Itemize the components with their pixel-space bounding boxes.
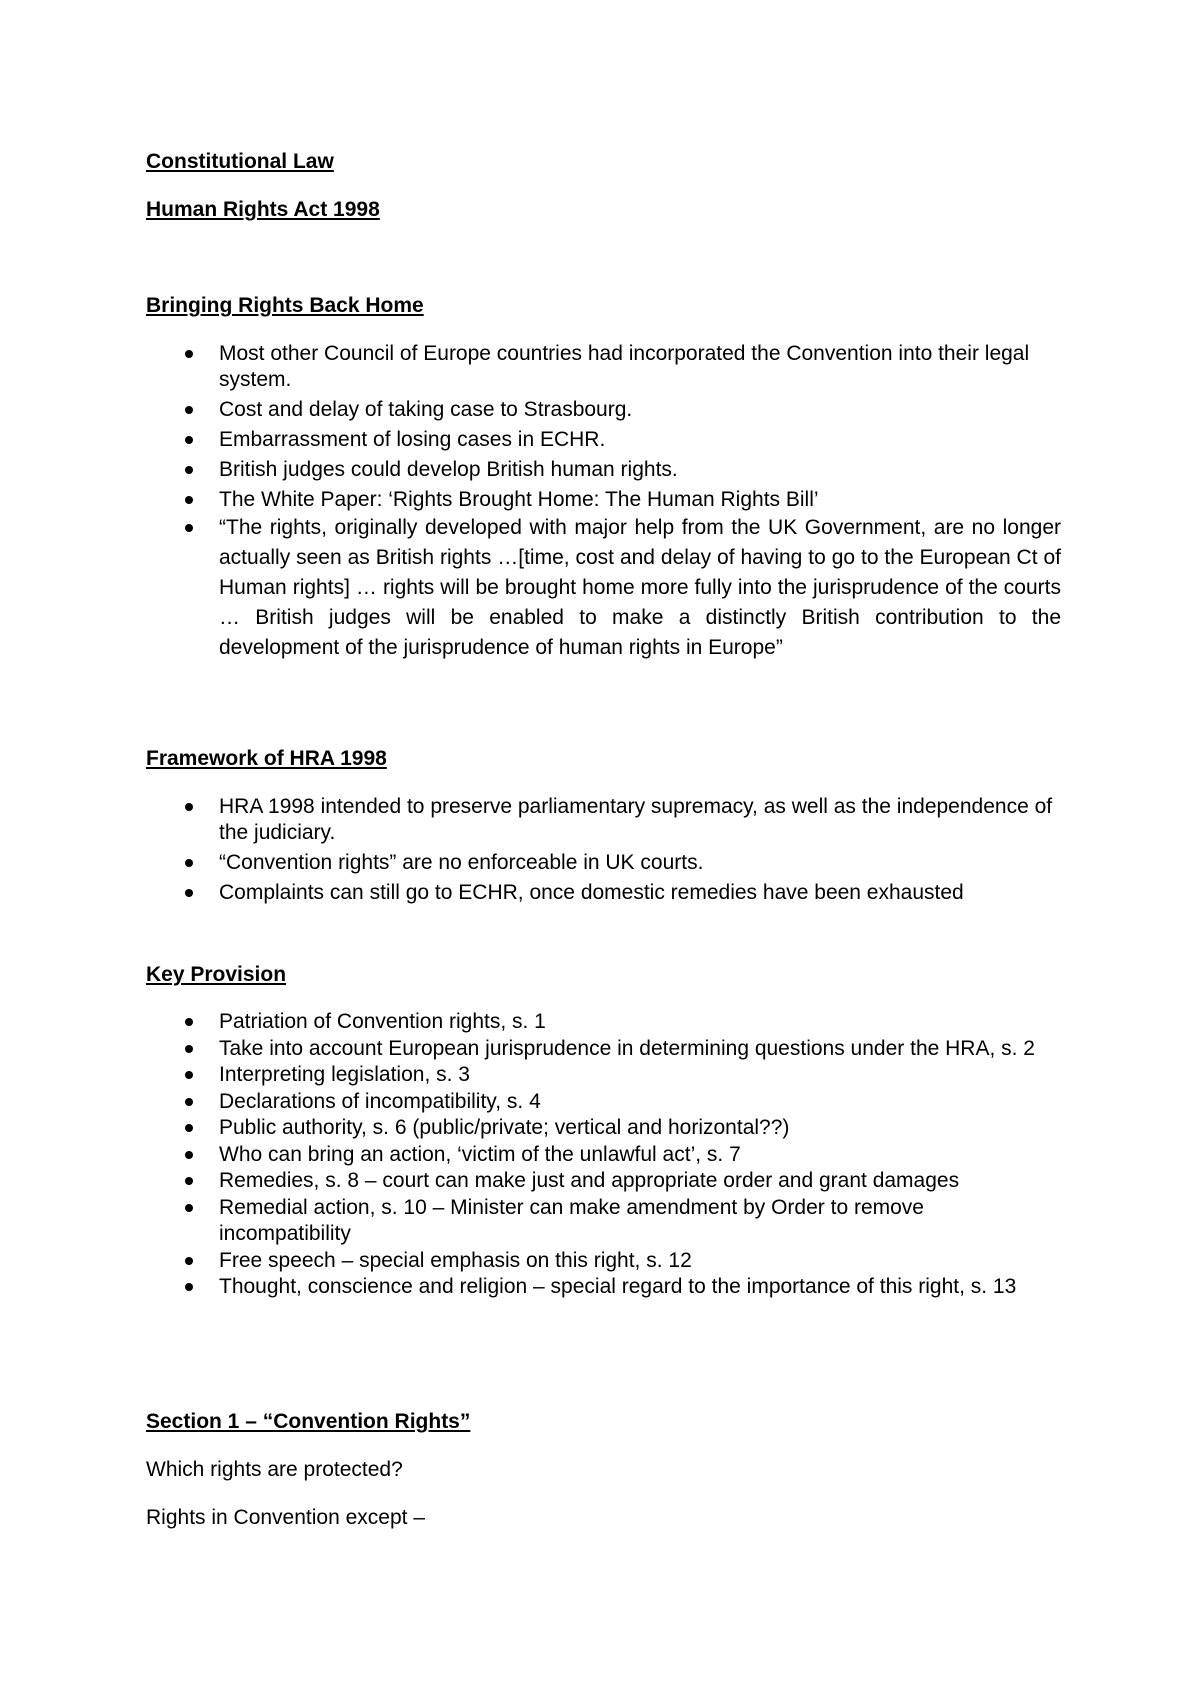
list-item: British judges could develop British human rights. [0, 457, 1061, 483]
list-item: “Convention rights” are no enforceable in UK courts. [0, 850, 1061, 876]
document-title: Constitutional Law [146, 150, 334, 173]
section-heading-framework: Framework of HRA 1998 [146, 747, 387, 770]
list-item: Take into account European jurisprudence in determining questions under the HRA, s. 2 [0, 1036, 1061, 1063]
bullet-icon [185, 350, 193, 358]
list-item: Remedial action, s. 10 – Minister can make amendment by Order to remove incompatibility [0, 1195, 1061, 1248]
list-item: Most other Council of Europe countries had incorporated the Convention into their legal system. [0, 341, 1061, 393]
list-item: Embarrassment of losing cases in ECHR. [0, 427, 1061, 453]
bullet-icon [185, 496, 193, 504]
list-item: Free speech – special emphasis on this right, s. 12 [0, 1248, 1061, 1275]
bullet-icon [185, 1098, 193, 1106]
list-item: The White Paper: ‘Rights Brought Home: The Human Rights Bill’ [0, 487, 1061, 513]
bullet-icon [185, 466, 193, 474]
bullet-icon [185, 1018, 193, 1026]
bullet-icon [185, 889, 193, 897]
list-item: Remedies, s. 8 – court can make just and appropriate order and grant damages [0, 1168, 1061, 1195]
bullet-icon [185, 1151, 193, 1159]
bullet-icon [185, 859, 193, 867]
bullet-icon [185, 436, 193, 444]
paragraph-which-rights: Which rights are protected? [146, 1458, 403, 1481]
bullet-list-bringing-rights [0, 341, 1200, 663]
bullet-icon [185, 1045, 193, 1053]
paragraph-rights-except: Rights in Convention except – [146, 1506, 425, 1529]
bullet-icon [185, 803, 193, 811]
section-heading-bringing-rights: Bringing Rights Back Home [146, 294, 424, 317]
bullet-icon [185, 1283, 193, 1291]
list-item: Cost and delay of taking case to Strasbourg. [0, 397, 1061, 423]
list-item: Complaints can still go to ECHR, once domestic remedies have been exhausted [0, 880, 1061, 906]
section-heading-section-1: Section 1 – “Convention Rights” [146, 1410, 471, 1433]
list-item: Public authority, s. 6 (public/private; vertical and horizontal??) [0, 1115, 1061, 1142]
list-item: Patriation of Convention rights, s. 1 [0, 1009, 1061, 1036]
list-item: “The rights, originally developed with major help from the UK Government, are no longer actually seen as British rights …[time, cost and delay of having to go to the European Ct of Human rights] … rights will be brought home more fully into the jurisprudence of the courts … British judges will be enabled to make a distinctly British contribution to the development of the jurisprudence of human rights in Europe” [0, 513, 1061, 663]
section-heading-key-provision: Key Provision [146, 963, 287, 986]
bullet-icon [185, 1204, 193, 1212]
list-item: Who can bring an action, ‘victim of the unlawful act’, s. 7 [0, 1142, 1061, 1169]
bullet-icon [185, 1177, 193, 1185]
bullet-icon [185, 406, 193, 414]
bullet-icon [185, 524, 193, 532]
list-item: Thought, conscience and religion – special regard to the importance of this right, s. 13 [0, 1274, 1061, 1301]
list-item: HRA 1998 intended to preserve parliamentary supremacy, as well as the independence of the judiciary. [0, 794, 1061, 846]
bullet-icon [185, 1071, 193, 1079]
bullet-list-key-provision [0, 1009, 1200, 1301]
list-item: Declarations of incompatibility, s. 4 [0, 1089, 1061, 1116]
bullet-list-framework [0, 794, 1200, 906]
bullet-icon [185, 1257, 193, 1265]
list-item: Interpreting legislation, s. 3 [0, 1062, 1061, 1089]
document-subtitle: Human Rights Act 1998 [146, 198, 380, 221]
bullet-icon [185, 1124, 193, 1132]
